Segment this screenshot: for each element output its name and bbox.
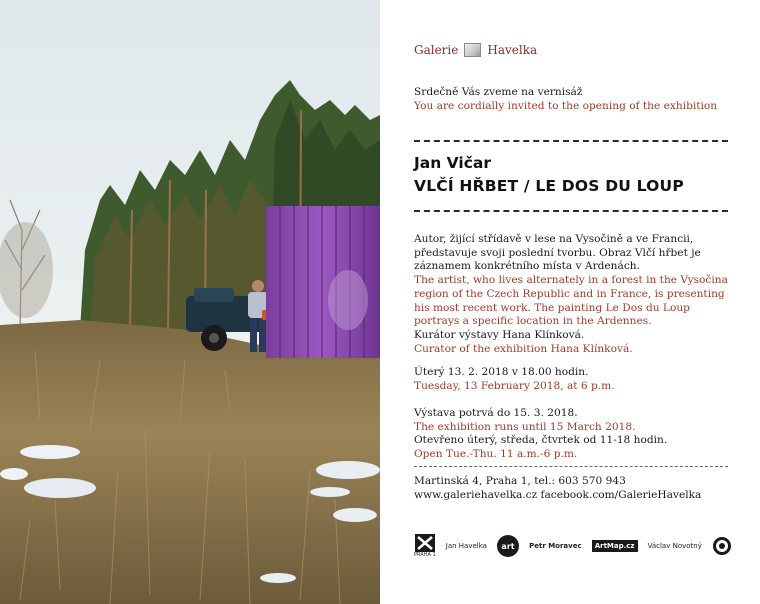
opening-block	[414, 366, 734, 393]
havelka-logo: Jan Havelka	[445, 542, 487, 550]
opening-cz: Úterý 13. 2. 2018 v 18.00 hodin.	[414, 366, 589, 378]
description-cz-line: Autor, žijící střídavě v lese na Vysočině a ve Francii,	[414, 233, 694, 245]
praha1-label: PRAHA 1	[414, 552, 436, 558]
artmap-logo: ArtMap.cz	[592, 540, 638, 552]
description-cz-line: záznamem konkrétního místa v Ardenách.	[414, 260, 640, 273]
curator-en: Curator of the exhibition Hana Klínková.	[414, 342, 633, 355]
run-block	[414, 407, 734, 462]
seal-icon	[712, 536, 732, 556]
novotny-logo: Václav Novotný	[647, 542, 702, 550]
description-en-line: his most recent work. The painting Le Dos du Loup	[414, 301, 690, 314]
praha1-logo	[414, 534, 436, 558]
description-cz-line: představuje svoji poslední tvorbu. Obraz Vlčí hřbet je	[414, 246, 701, 259]
exhibition-title: VLČÍ HŘBET / LE DOS DU LOUP	[414, 177, 684, 195]
hours-cz: Otevřeno úterý, středa, čtvrtek od 11-18 hodin.	[414, 434, 668, 447]
description-en-line: The artist, who lives alternately in a forest in the Vysočina	[414, 274, 728, 287]
invitation-cz: Srdečně Vás zveme na vernisáž	[414, 86, 583, 98]
divider-contact	[414, 466, 728, 467]
divider-bottom	[414, 210, 728, 212]
contact-block	[414, 475, 734, 502]
invitation-en: You are cordially invited to the opening of the exhibition	[414, 99, 718, 112]
sponsor-logos	[414, 533, 732, 559]
brand-word-1: Galerie	[414, 43, 459, 57]
gallery-logo-icon	[464, 43, 481, 57]
divider-top	[414, 140, 728, 142]
description-en-line: portrays a specific location in the Ardennes.	[414, 315, 652, 328]
gallery-logo	[414, 41, 537, 59]
hours-en: Open Tue.-Thu. 11 a.m.-6 p.m.	[414, 448, 578, 461]
invitation-line	[414, 86, 734, 113]
description-en-line: region of the Czech Republic and in France, is presenting	[414, 287, 725, 300]
praha1-icon	[415, 534, 435, 552]
contact-address: Martinská 4, Praha 1, tel.: 603 570 943	[414, 475, 626, 487]
opening-en: Tuesday, 13 February 2018, at 6 p.m.	[414, 379, 615, 392]
run-en: The exhibition runs until 15 March 2018.	[414, 420, 636, 433]
run-cz: Výstava potrvá do 15. 3. 2018.	[414, 407, 578, 419]
brand-word-2: Havelka	[487, 43, 538, 57]
moravec-logo: Petr Moravec	[529, 542, 582, 550]
description-block	[414, 233, 734, 356]
art-label: art	[501, 541, 515, 551]
art-logo	[497, 535, 519, 557]
curator-cz: Kurátor výstavy Hana Klínková.	[414, 328, 585, 341]
contact-web[interactable]: www.galeriehavelka.cz facebook.com/GalerieHavelka	[414, 488, 702, 501]
invitation-panel	[380, 0, 760, 604]
artist-name: Jan Vičar	[414, 154, 491, 172]
